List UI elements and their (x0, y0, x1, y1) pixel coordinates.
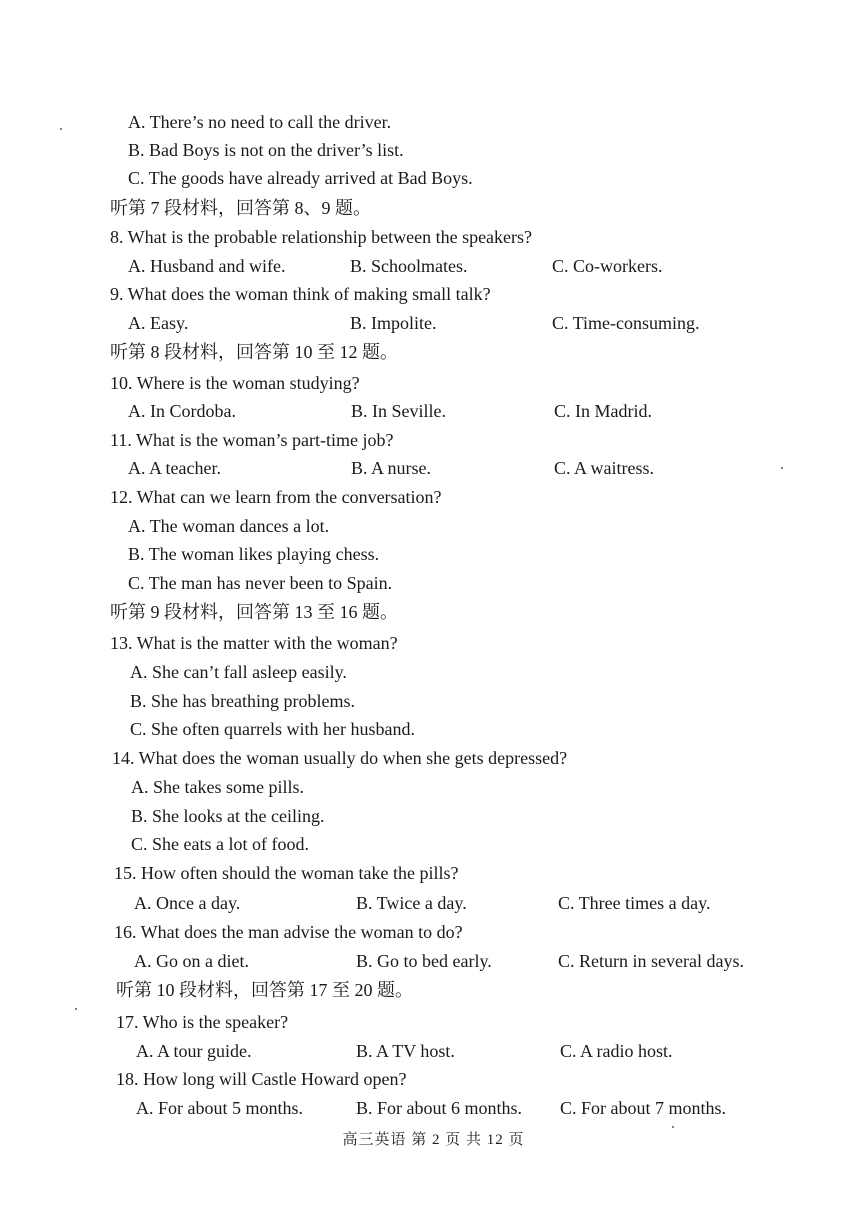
q13-option-a: A. She can’t fall asleep easily. (130, 662, 347, 682)
q9-question: 9. What does the woman think of making small talk? (110, 284, 491, 304)
scan-speck (60, 128, 62, 130)
scan-speck (781, 467, 783, 469)
q15-question: 15. How often should the woman take the pills? (114, 863, 459, 883)
q17-option-c: C. A radio host. (560, 1041, 673, 1061)
q9-option-b: B. Impolite. (350, 313, 437, 333)
q13-question: 13. What is the matter with the woman? (110, 633, 398, 653)
section-10-heading: 听第 10 段材料，回答第 17 至 20 题。 (116, 980, 413, 1000)
q8-option-b: B. Schoolmates. (350, 256, 468, 276)
q18-question: 18. How long will Castle Howard open? (116, 1069, 407, 1089)
q9-option-a: A. Easy. (128, 313, 189, 333)
q11-option-c: C. A waitress. (554, 458, 655, 478)
q14-option-b: B. She looks at the ceiling. (131, 806, 325, 826)
q11-option-a: A. A teacher. (128, 458, 221, 478)
q10-option-c: C. In Madrid. (554, 401, 652, 421)
section-9-heading: 听第 9 段材料，回答第 13 至 16 题。 (110, 602, 398, 622)
scan-speck (75, 1008, 77, 1010)
q10-option-a: A. In Cordoba. (128, 401, 236, 421)
q11-question: 11. What is the woman’s part-time job? (110, 430, 394, 450)
q17-question: 17. Who is the speaker? (116, 1012, 289, 1032)
q14-option-c: C. She eats a lot of food. (131, 834, 309, 854)
q14-option-a: A. She takes some pills. (131, 777, 304, 797)
q8-option-c: C. Co-workers. (552, 256, 663, 276)
q7-option-c: C. The goods have already arrived at Bad Boys. (128, 168, 473, 188)
q18-option-b: B. For about 6 months. (356, 1098, 523, 1118)
q13-option-c: C. She often quarrels with her husband. (130, 719, 415, 739)
q17-option-a: A. A tour guide. (136, 1041, 252, 1061)
scan-speck (672, 1126, 674, 1128)
q16-option-c: C. Return in several days. (558, 951, 744, 971)
page-footer: 高三英语 第 2 页 共 12 页 (342, 1132, 525, 1148)
q8-question: 8. What is the probable relationship between the speakers? (110, 227, 533, 247)
q16-option-a: A. Go on a diet. (134, 951, 249, 971)
q12-option-a: A. The woman dances a lot. (128, 516, 330, 536)
q10-question: 10. Where is the woman studying? (110, 373, 360, 393)
q7-option-a: A. There’s no need to call the driver. (128, 112, 392, 132)
q11-option-b: B. A nurse. (351, 458, 432, 478)
q13-option-b: B. She has breathing problems. (130, 691, 355, 711)
q9-option-c: C. Time-consuming. (552, 313, 700, 333)
q12-option-c: C. The man has never been to Spain. (128, 573, 393, 593)
section-8-heading: 听第 8 段材料，回答第 10 至 12 题。 (110, 342, 398, 362)
q18-option-c: C. For about 7 months. (560, 1098, 727, 1118)
q18-option-a: A. For about 5 months. (136, 1098, 304, 1118)
q15-option-c: C. Three times a day. (558, 893, 711, 913)
q14-question: 14. What does the woman usually do when she gets depressed? (112, 748, 568, 768)
q15-option-a: A. Once a day. (134, 893, 241, 913)
q16-option-b: B. Go to bed early. (356, 951, 492, 971)
q16-question: 16. What does the man advise the woman to do? (114, 922, 463, 942)
q12-question: 12. What can we learn from the conversation? (110, 487, 442, 507)
q8-option-a: A. Husband and wife. (128, 256, 286, 276)
q17-option-b: B. A TV host. (356, 1041, 455, 1061)
q10-option-b: B. In Seville. (351, 401, 446, 421)
q12-option-b: B. The woman likes playing chess. (128, 544, 380, 564)
q15-option-b: B. Twice a day. (356, 893, 467, 913)
q7-option-b: B. Bad Boys is not on the driver’s list. (128, 140, 404, 160)
section-7-heading: 听第 7 段材料，回答第 8、9 题。 (110, 198, 371, 218)
